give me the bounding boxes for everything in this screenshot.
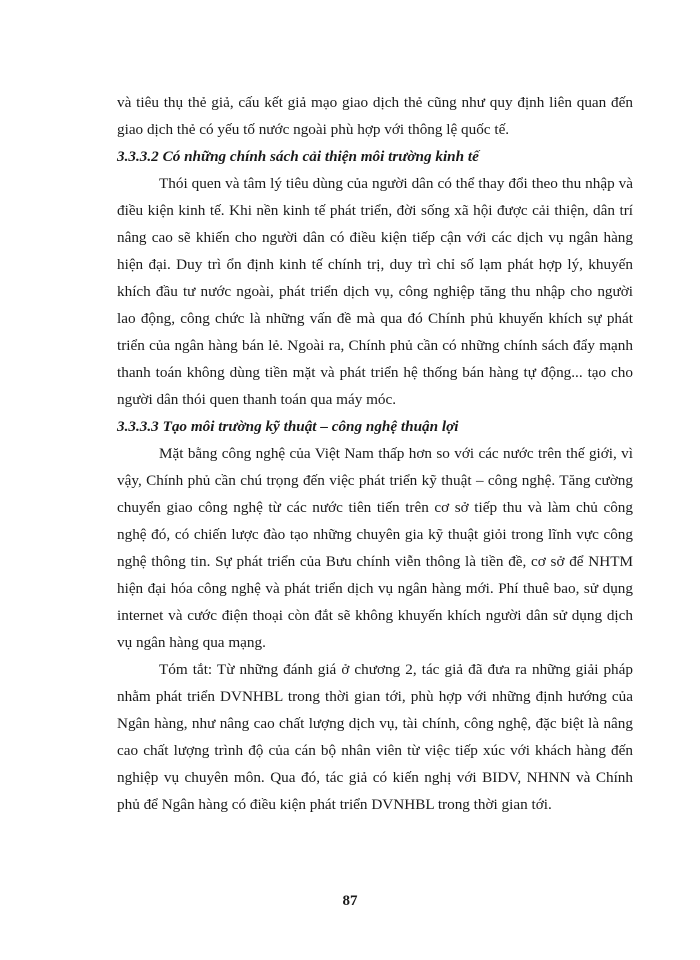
paragraph-economic-environment: Thói quen và tâm lý tiêu dùng của người dân có thể thay đổi theo thu nhập và điều kiện kinh tế. Khi nền kinh tế phát triển, đời sống xã hội được cải thiện, dân trí nâng cao sẽ khiến cho người dân có điều kiện tiếp cận với các dịch vụ ngân hàng hiện đại. Duy trì ổn định kinh tế chính trị, duy trì chỉ số lạm phát hợp lý, khuyến khích đầu tư nước ngoài, phát triển dịch vụ, công nghiệp tăng thu nhập cho người lao động, công chức là những vấn đề mà qua đó Chính phủ khuyến khích sự phát triển của ngân hàng bán lẻ. Ngoài ra, Chính phủ cần có những chính sách đẩy mạnh thanh toán không dùng tiền mặt và phát triển hệ thống bán hàng tự động... tạo cho người dân thói quen thanh toán qua máy móc. — [117, 175, 633, 408]
section-heading-3-3-3-3: 3.3.3.3 Tạo môi trường kỹ thuật – công nghệ thuận lợi — [117, 418, 459, 435]
page-body — [117, 89, 633, 818]
paragraph-technology-environment: Mặt bằng công nghệ của Việt Nam thấp hơn so với các nước trên thế giới, vì vậy, Chính phủ cần chú trọng đến việc phát triển kỹ thuật – công nghệ. Tăng cường chuyển giao công nghệ từ các nước tiên tiến trên cơ sở tiếp thu và làm chủ công nghệ đó, có chiến lược đào tạo những chuyên gia kỹ thuật giỏi trong lĩnh vực công nghệ thông tin. Sự phát triển của Bưu chính viễn thông là tiền đề, cơ sở để NHTM hiện đại hóa công nghệ và phát triển dịch vụ ngân hàng mới. Phí thuê bao, sử dụng internet và cước điện thoại còn đắt sẽ không khuyến khích người dân sử dụng dịch vụ ngân hàng qua mạng. — [117, 445, 633, 651]
paragraph-summary: Tóm tắt: Từ những đánh giá ở chương 2, tác giả đã đưa ra những giải pháp nhằm phát triển DVNHBL trong thời gian tới, phù hợp với những định hướng của Ngân hàng, như nâng cao chất lượng dịch vụ, tài chính, công nghệ, đặc biệt là nâng cao chất lượng trình độ của cán bộ nhân viên từ việc tiếp xúc với khách hàng đến nghiệp vụ chuyên môn. Qua đó, tác giả có kiến nghị với BIDV, NHNN và Chính phủ để Ngân hàng có điều kiện phát triển DVNHBL trong thời gian tới. — [117, 661, 633, 813]
page-number: 87 — [342, 893, 358, 909]
section-heading-3-3-3-2: 3.3.3.2 Có những chính sách cải thiện môi trường kinh tế — [117, 148, 479, 165]
paragraph-continuation: và tiêu thụ thẻ giả, cấu kết giả mạo giao dịch thẻ cũng như quy định liên quan đến giao dịch thẻ có yếu tố nước ngoài phù hợp với thông lệ quốc tế. — [117, 94, 633, 138]
